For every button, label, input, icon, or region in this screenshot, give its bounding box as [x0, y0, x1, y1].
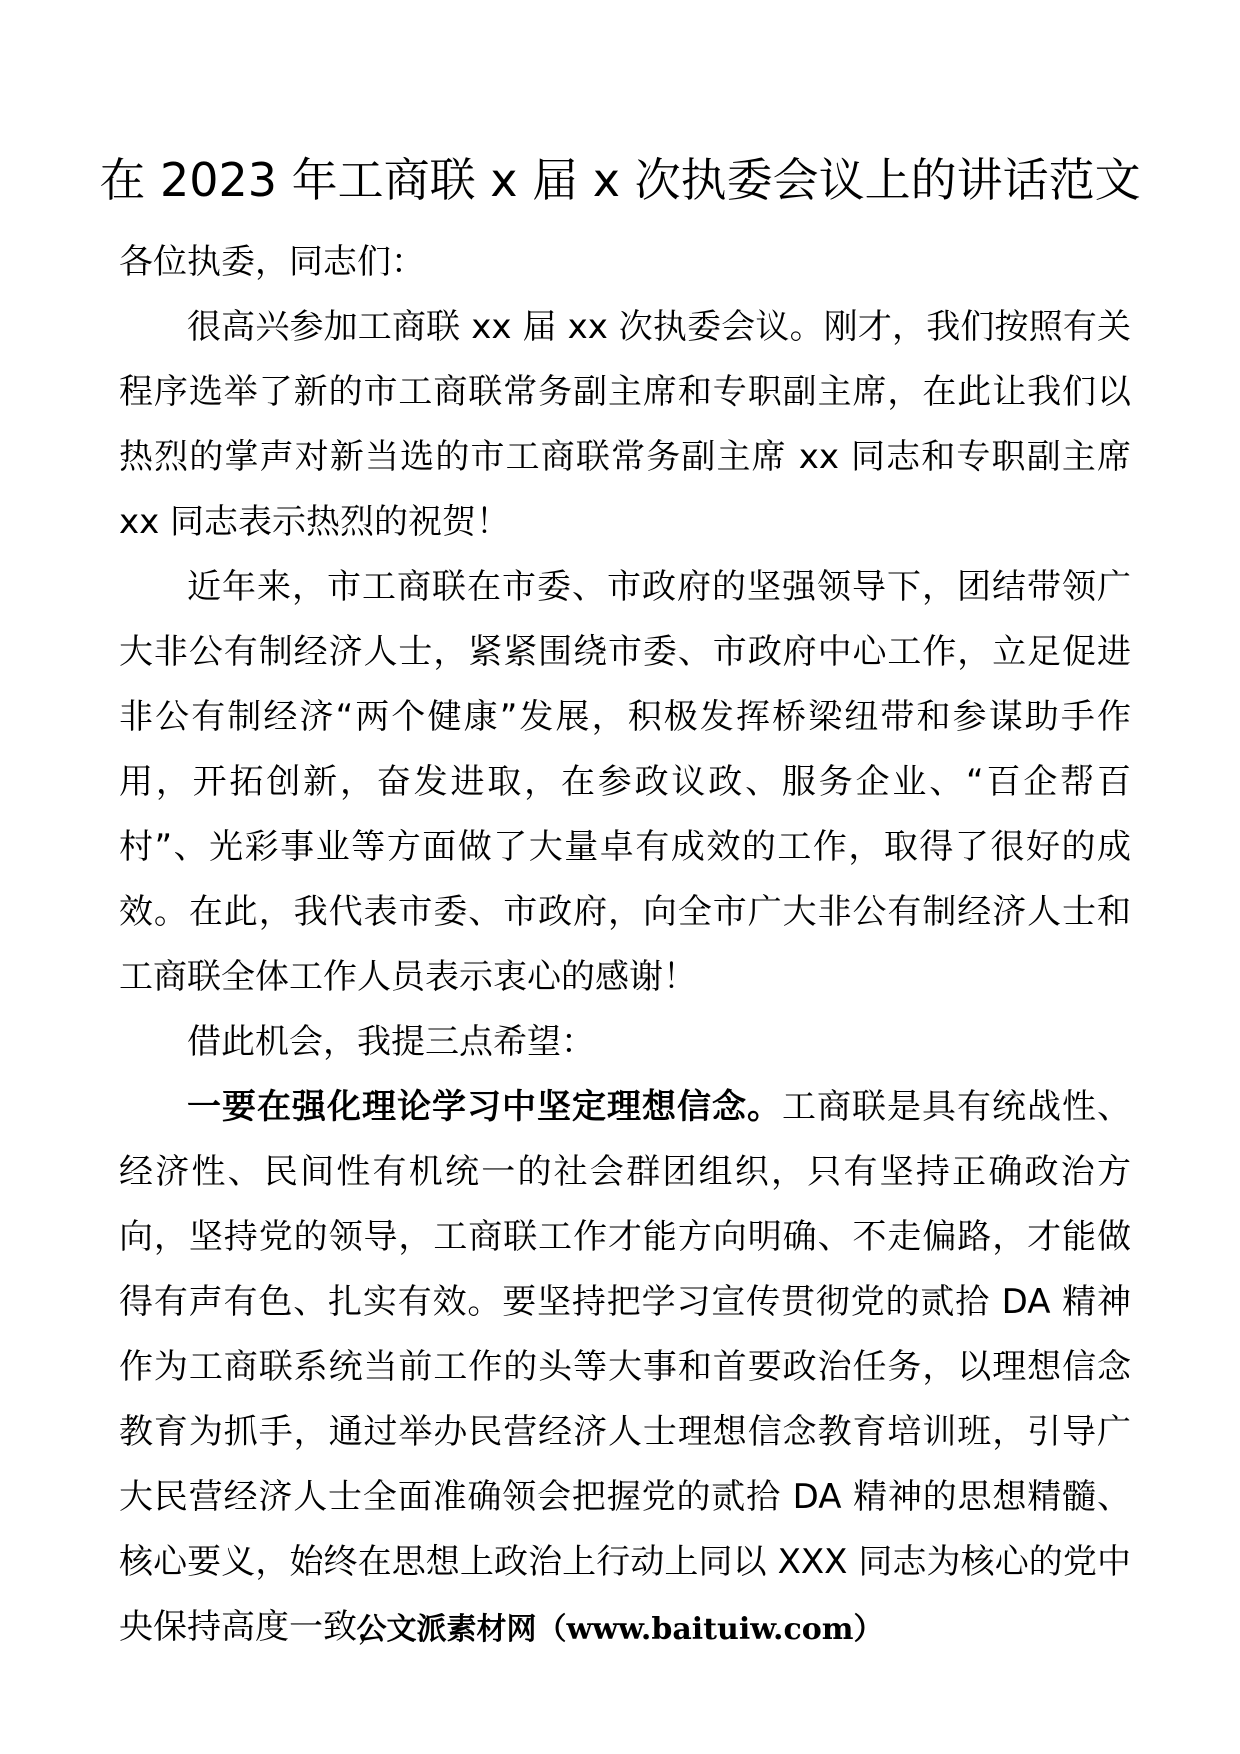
document-title: 在 2023 年工商联 x 届 x 次执委会议上的讲话范文 — [99, 153, 1141, 207]
paragraph-4-body: 工商联是具有统战性、经济性、民间性有机统一的社会群团组织，只有坚持正确政治方向，坚持党的领导，工商联工作才能方向明确、不走偏路，才能做得有声有色、扎实有效。要坚持把学习宣传贯彻党的贰拾 DA 精神作为工商联系统当前工作的头等大事和首要政治任务，以理想信念教育为抓手，通过举办民营经济人士理想信念教育培训班，引导广大民营经济人士全面准确领会把握党的贰拾 DA 精神的思想精髓、核心要义，始终在思想上政治上行动上同以 XXX 同志为核心的党中央保持高度一致， — [119, 1087, 1131, 1647]
paragraph-3: 借此机会，我提三点希望： — [187, 1022, 595, 1062]
paragraph-4-lead: 一要在强化理论学习中坚定理想信念。 — [187, 1087, 782, 1127]
document-body — [119, 230, 1131, 1660]
footer-watermark: 公文派素材网（www.baituiw.com） — [356, 1612, 884, 1647]
paragraph-4 — [119, 1075, 1131, 1660]
salutation: 各位执委，同志们： — [119, 242, 425, 282]
paragraph-1: 很高兴参加工商联 xx 届 xx 次执委会议。刚才，我们按照有关程序选举了新的市工商联常务副主席和专职副主席，在此让我们以热烈的掌声对新当选的市工商联常务副主席 xx 同志和专职副主席 xx 同志表示热烈的祝贺！ — [119, 307, 1131, 542]
paragraph-2: 近年来，市工商联在市委、市政府的坚强领导下，团结带领广大非公有制经济人士，紧紧围绕市委、市政府中心工作，立足促进非公有制经济“两个健康”发展，积极发挥桥梁纽带和参谋助手作用，开拓创新，奋发进取，在参政议政、服务企业、“百企帮百村”、光彩事业等方面做了大量卓有成效的工作，取得了很好的成效。在此，我代表市委、市政府，向全市广大非公有制经济人士和工商联全体工作人员表示衷心的感谢！ — [119, 567, 1131, 997]
